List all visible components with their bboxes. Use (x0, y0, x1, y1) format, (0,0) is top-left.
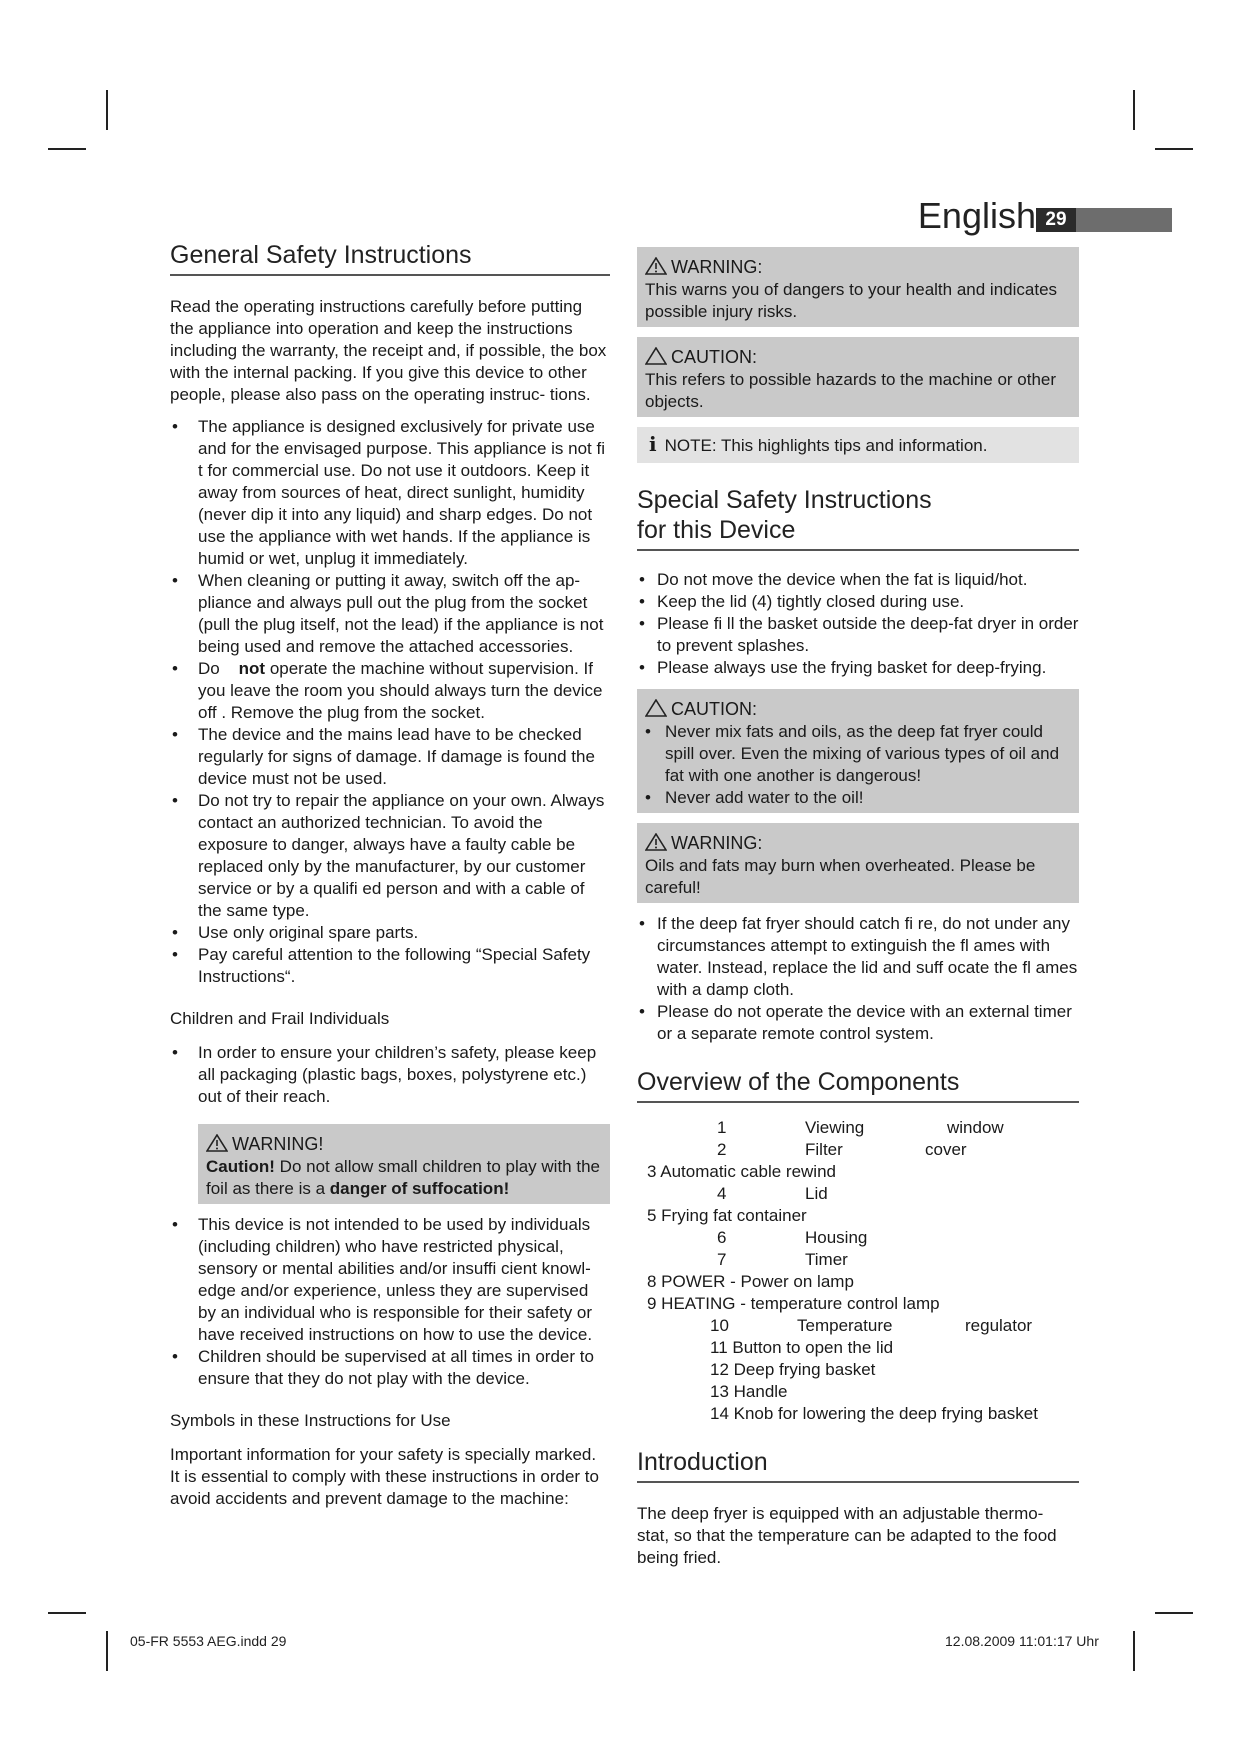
component-row (637, 1139, 1079, 1161)
list-item (170, 658, 610, 724)
component-row (637, 1381, 1079, 1403)
component-label: 14 Knob for lowering the deep frying basket (710, 1404, 1038, 1423)
left-column (170, 240, 610, 1520)
caution-bullets (645, 721, 1071, 809)
list-item: • Children should be supervised at all times in order to ensure that they do not play with the device. (170, 1346, 610, 1390)
warning-triangle-icon (206, 1134, 228, 1152)
crop-mark (1155, 148, 1193, 150)
list-item: • Never add water to the oil! (645, 787, 1071, 809)
general-safety-title: General Safety Instructions (170, 240, 610, 276)
note-box (637, 427, 1079, 463)
caution-box (637, 337, 1079, 417)
children-bullets (170, 1042, 610, 1108)
list-item: • When cleaning or putting it away, switch off the ap- pliance and always pull out the plug from the socket (pull the plug itself, not the lead) if the appliance is not being used and remove the attached accessories. (170, 570, 610, 658)
crop-mark (106, 1631, 108, 1671)
introduction-text: The deep fryer is equipped with an adjustable thermo- stat, so that the temperature can be adapted to the food being fried. (637, 1504, 1057, 1567)
warning-title: WARNING! (232, 1134, 324, 1154)
warning-title: WARNING: (671, 257, 763, 277)
caution-title: CAUTION: (671, 347, 758, 367)
component-row (637, 1403, 1079, 1425)
component-row (637, 1249, 1079, 1271)
component-label: Filter (805, 1140, 843, 1159)
caution-heading (645, 697, 1071, 721)
list-item: • The device and the mains lead have to be checked regularly for signs of damage. If damage is found the device must not be used. (170, 724, 610, 790)
list-item: • Please do not operate the device with an external timer or a separate remote control system. (637, 1001, 1079, 1045)
caution-box-2 (637, 689, 1079, 813)
component-label: Timer (805, 1250, 848, 1269)
special-title-line2: for this Device (637, 516, 796, 544)
caution-label: Caution! (206, 1157, 275, 1176)
component-row (637, 1271, 1079, 1293)
special-bullets (637, 569, 1079, 679)
component-label: 13 Handle (710, 1382, 788, 1401)
caution-triangle-icon (645, 347, 667, 365)
list-item: • If the deep fat fryer should catch fi re, do not under any circumstances attempt to extinguish the fl ames with water. Instead, replace the lid and suff ocate the fl ames with a damp cloth. (637, 913, 1079, 1001)
component-number: 10 (710, 1316, 729, 1335)
list-item: • The appliance is designed exclusively for private use and for the envisaged purpose. This appliance is not fi t for commercial use. Do not use it outdoors. Keep it away from sources of heat, direct sunlight, humidity (never dip it into any liquid) and sharp edges. Do not use the appliance with wet hands. If the appliance is humid or wet, unplug it immediately. (170, 416, 610, 570)
component-number: 2 (717, 1140, 727, 1159)
list-item: • Do not try to repair the appliance on your own. Always contact an authorized technician. To avoid the exposure to danger, always have a faulty cable be replaced only by the manufacturer, by our customer service or by a qualifi ed person and with a cable of the same type. (170, 790, 610, 922)
list-item: • This device is not intended to be used by individuals (including children) who have restricted physical, sensory or mental abilities and/or insuffi cient knowl- edge and/or experience, unless they are supervised by an individual who is responsible for their safety or have received instructions on how to use the device. (170, 1214, 610, 1346)
warning-title: WARNING: (671, 833, 763, 853)
caution-text: This refers to possible hazards to the machine or other objects. (645, 370, 1057, 411)
symbols-title: Symbols in these Instructions for Use (170, 1411, 451, 1430)
component-number: 6 (717, 1228, 727, 1247)
warning-heading (645, 255, 1071, 279)
component-label: Temperature (797, 1316, 893, 1335)
footer-file-info: 05-FR 5553 AEG.indd 29 (130, 1633, 287, 1649)
list-item: • In order to ensure your children’s safety, please keep all packaging (plastic bags, boxes, polystyrene etc.) out of their reach. (170, 1042, 610, 1108)
list-item: • Keep the lid (4) tightly closed during use. (637, 591, 1079, 613)
component-row (637, 1183, 1079, 1205)
components-list (637, 1117, 1079, 1425)
caution-triangle-icon (645, 699, 667, 717)
crop-mark (48, 1612, 86, 1614)
component-label: Lid (805, 1184, 828, 1203)
general-intro: Read the operating instructions carefully before putting the appliance into operation and keep the instructions including the warranty, the receipt and, if possible, the box with the internal packing. If you give this device to other people, please also pass on the operating instruc- tions. (170, 297, 607, 404)
list-item: • Never mix fats and oils, as the deep fat fryer could spill over. Even the mixing of various types of oil and fat with one another is dangerous! (645, 721, 1071, 787)
right-column (637, 247, 1079, 1579)
component-label: 5 Frying fat container (647, 1206, 807, 1225)
list-item: • Pay careful attention to the following “Special Safety Instructions“. (170, 944, 610, 988)
supervision-do: Do (198, 659, 220, 678)
crop-mark (106, 90, 108, 130)
crop-mark (1133, 1631, 1135, 1671)
component-row (637, 1205, 1079, 1227)
component-label: Housing (805, 1228, 868, 1247)
supervision-rest: operate the machine without supervision. If you leave the room you should always turn the device off . Remove the plug from the socket. (198, 659, 603, 722)
warning-heading (206, 1132, 602, 1156)
page-header (910, 196, 1170, 238)
component-row (637, 1161, 1079, 1183)
component-label: 12 Deep frying basket (710, 1360, 876, 1379)
children-title: Children and Frail Individuals (170, 1009, 390, 1028)
introduction-title: Introduction (637, 1447, 1079, 1483)
warning-text: Oils and fats may burn when overheated. Please be careful! (645, 856, 1036, 897)
component-label: 3 Automatic cable rewind (647, 1162, 836, 1181)
component-number: 7 (717, 1250, 727, 1269)
component-label-2: regulator (965, 1316, 1033, 1335)
warning-emphasis: danger of suffocation! (329, 1179, 510, 1198)
note-text: This highlights tips and information. (720, 436, 988, 455)
crop-mark (1133, 90, 1135, 130)
list-item: • Please fi ll the basket outside the deep-fat dryer in order to prevent splashes. (637, 613, 1079, 657)
info-icon: i (649, 432, 657, 456)
crop-mark (1155, 1612, 1193, 1614)
overview-title: Overview of the Components (637, 1067, 1079, 1103)
component-row (637, 1117, 1079, 1139)
warning-triangle-icon (645, 833, 667, 851)
warning-text: This warns you of dangers to your health and indicates possible injury risks. (645, 280, 1058, 321)
component-row (637, 1359, 1079, 1381)
list-item: • Do not move the device when the fat is liquid/hot. (637, 569, 1079, 591)
component-row (637, 1227, 1079, 1249)
warning-body (206, 1156, 602, 1200)
component-row (637, 1293, 1079, 1315)
component-row (637, 1337, 1079, 1359)
list-item: • Use only original spare parts. (170, 922, 610, 944)
component-label: 9 HEATING - temperature control lamp (647, 1294, 940, 1313)
component-label: 8 POWER - Power on lamp (647, 1272, 854, 1291)
header-bar (1076, 208, 1172, 232)
note-label: NOTE: (664, 436, 717, 455)
component-number: 1 (717, 1118, 727, 1137)
component-label: 11 Button to open the lid (710, 1338, 894, 1357)
general-bullets (170, 416, 610, 988)
caution-heading (645, 345, 1071, 369)
component-label: Viewing (805, 1118, 865, 1137)
fire-bullets (637, 913, 1079, 1045)
language-title: English (917, 195, 1036, 236)
children-warning-box (198, 1124, 610, 1204)
component-label-2: cover (925, 1140, 967, 1159)
list-item: • Please always use the frying basket for deep-frying. (637, 657, 1079, 679)
supervision-not: not (238, 659, 266, 678)
warning-triangle-icon (645, 257, 667, 275)
symbols-text: Important information for your safety is specially marked. It is essential to comply with these instructions in order to avoid accidents and prevent damage to the machine: (170, 1445, 599, 1508)
special-safety-title (637, 485, 1079, 551)
special-title-line1: Special Safety Instructions (637, 486, 932, 514)
warning-box (637, 247, 1079, 327)
caution-title: CAUTION: (671, 699, 758, 719)
children-bullets-2 (170, 1214, 610, 1390)
warning-text: Do not allow small children to play with the foil as there is a (206, 1157, 600, 1198)
page-number: 29 (1036, 208, 1076, 232)
crop-mark (48, 148, 86, 150)
component-label-2: window (947, 1118, 1004, 1137)
warning-box-2 (637, 823, 1079, 903)
warning-heading (645, 831, 1071, 855)
footer-timestamp: 12.08.2009 11:01:17 Uhr (945, 1633, 1099, 1649)
component-row (637, 1315, 1079, 1337)
component-number: 4 (717, 1184, 727, 1203)
